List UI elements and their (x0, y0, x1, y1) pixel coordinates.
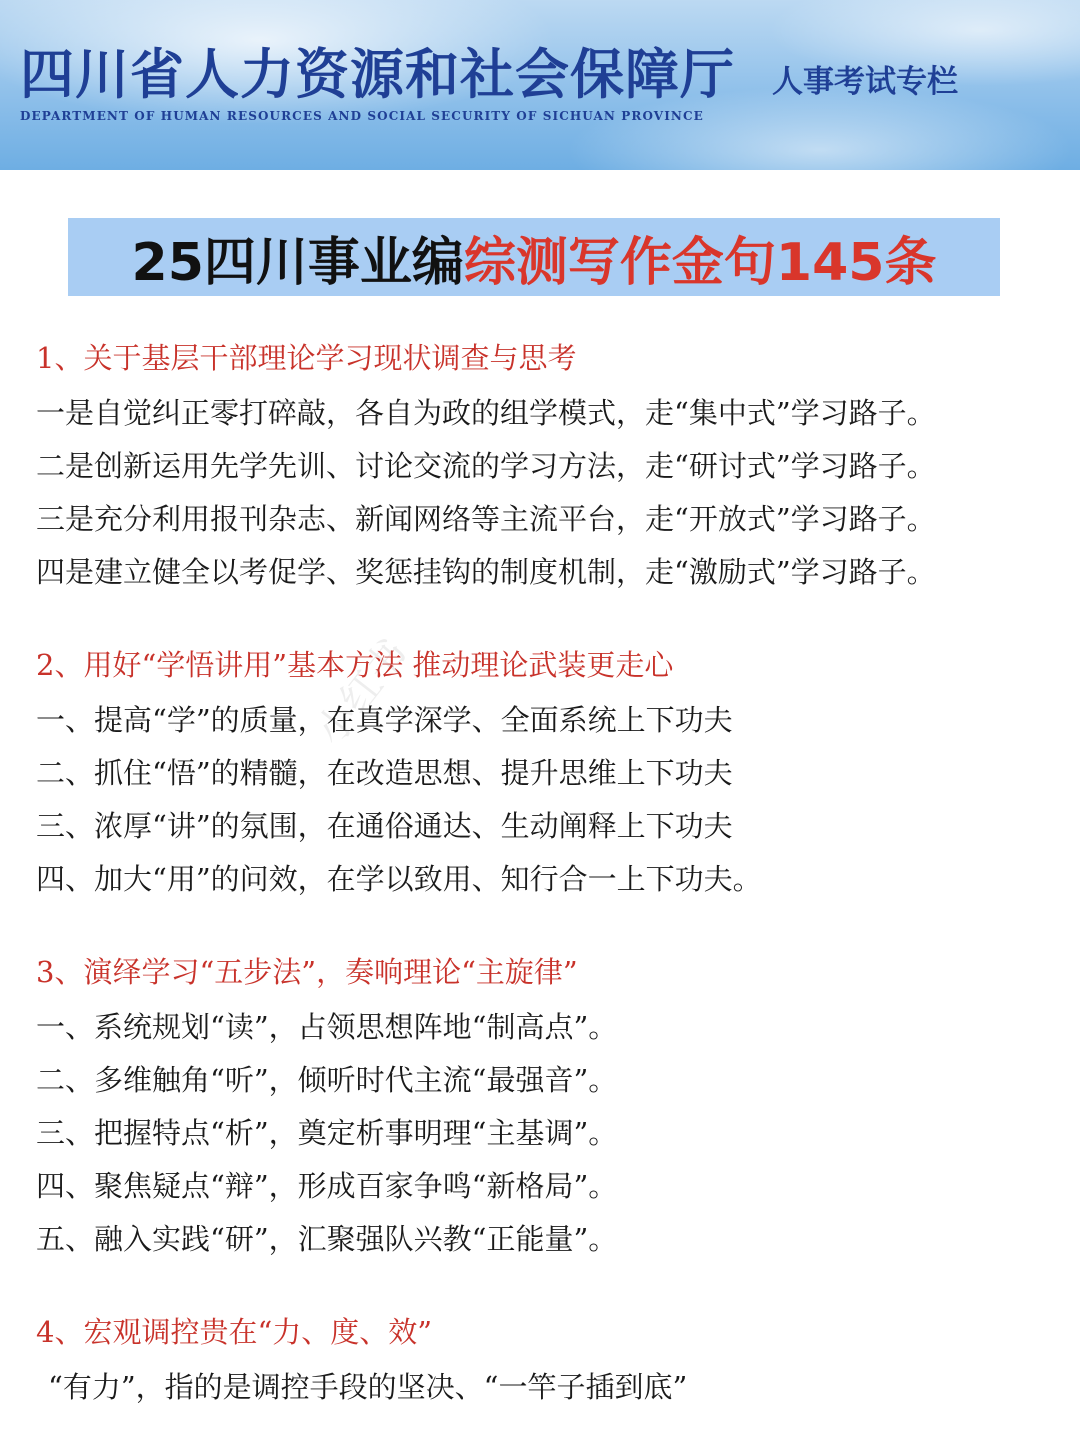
section-line: 五、融入实践“研”，汇聚强队兴教“正能量”。 (36, 1222, 618, 1256)
column-label: 人事考试专栏 (772, 64, 958, 100)
section-4 (36, 1308, 1046, 1414)
title-part-red: 综测写作金句145条 (463, 232, 937, 293)
section-heading: 2、用好“学悟讲用”基本方法 推动理论武装更走心 (36, 648, 674, 682)
section-line: 一、系统规划“读”，占领思想阵地“制高点”。 (36, 1010, 618, 1044)
page-title (68, 218, 1000, 296)
section-line: 三、浓厚“讲”的氛围，在通俗通达、生动阐释上下功夫 (36, 809, 733, 843)
section-line: “有力”，指的是调控手段的坚决、“一竿子插到底” (48, 1370, 688, 1404)
section-1 (36, 334, 1046, 599)
watermark: 小红书 (307, 630, 418, 754)
section-line: 一、提高“学”的质量，在真学深学、全面系统上下功夫 (36, 703, 733, 737)
section-line: 二、抓住“悟”的精髓，在改造思想、提升思维上下功夫 (36, 756, 733, 790)
section-line: 四、加大“用”的问效，在学以致用、知行合一上下功夫。 (36, 862, 762, 896)
section-line: 二是创新运用先学先训、讨论交流的学习方法，走“研讨式”学习路子。 (36, 449, 936, 483)
section-line: 三、把握特点“析”，奠定析事明理“主基调”。 (36, 1116, 618, 1150)
section-3 (36, 948, 1046, 1266)
title-part-black: 25四川事业编 (131, 232, 464, 293)
org-name: 四川省人力资源和社会保障厅 (20, 42, 735, 106)
content (36, 334, 1046, 1443)
section-line: 一是自觉纠正零打碎敲，各自为政的组学模式，走“集中式”学习路子。 (36, 396, 936, 430)
section-heading: 1、关于基层干部理论学习现状调查与思考 (36, 341, 577, 375)
header-banner (0, 0, 1080, 170)
section-line: 二、多维触角“听”，倾听时代主流“最强音”。 (36, 1063, 618, 1097)
section-heading: 4、宏观调控贵在“力、度、效” (36, 1315, 433, 1349)
section-line: 三是充分利用报刊杂志、新闻网络等主流平台，走“开放式”学习路子。 (36, 502, 936, 536)
section-line: 四是建立健全以考促学、奖惩挂钩的制度机制，走“激励式”学习路子。 (36, 555, 936, 589)
org-name-english: DEPARTMENT OF HUMAN RESOURCES AND SOCIAL SECURITY OF SICHUAN PROVINCE (20, 109, 704, 123)
section-heading: 3、演绎学习“五步法”，奏响理论“主旋律” (36, 955, 578, 989)
section-line: 四、聚焦疑点“辩”，形成百家争鸣“新格局”。 (36, 1169, 618, 1203)
section-2 (36, 641, 1046, 906)
